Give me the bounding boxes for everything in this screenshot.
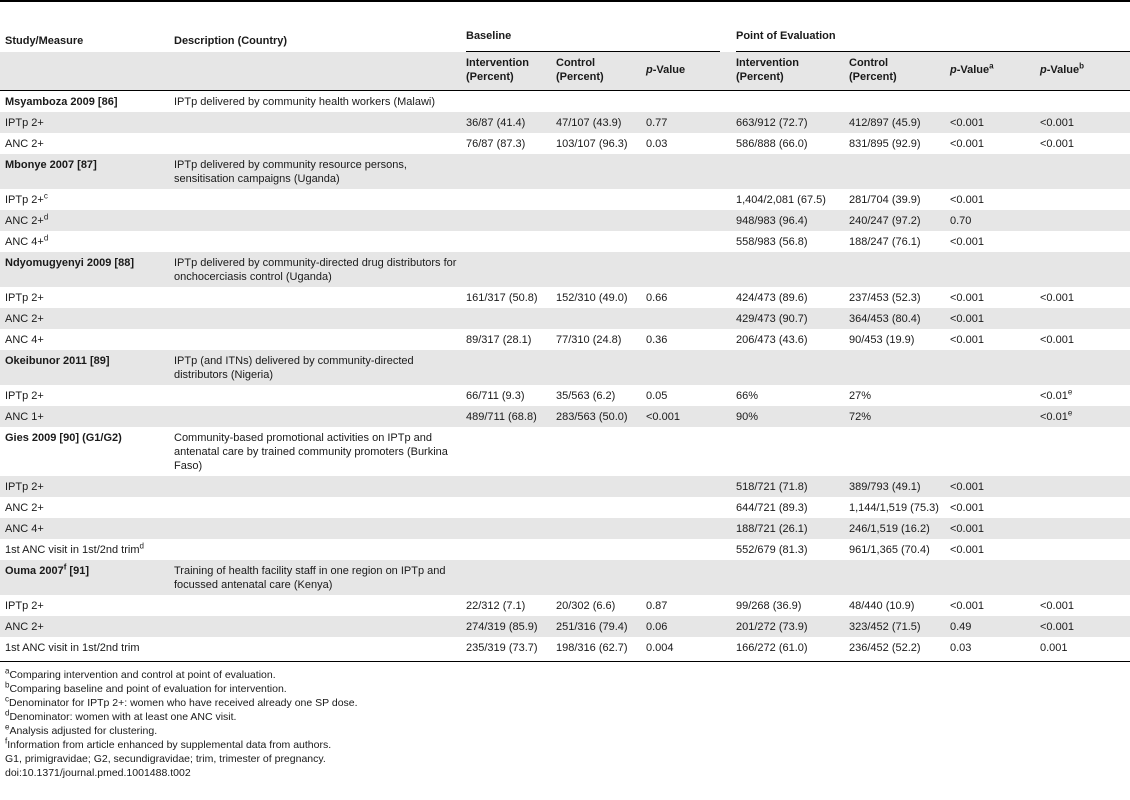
study-description: Training of health facility staff in one region on IPTp and focussed antenatal care (Kenya) <box>174 565 446 591</box>
eval-intervention-cell: 1,404/2,081 (67.5) <box>736 194 826 206</box>
measure-label <box>5 522 44 536</box>
eval-pvalue-a-cell: <0.001 <box>950 502 984 514</box>
eval-pvalue-a-cell: <0.001 <box>950 292 984 304</box>
footnote-marker: e <box>1067 387 1073 397</box>
eval-control-cell: 72% <box>849 411 872 423</box>
measure-label <box>5 501 44 515</box>
eval-pvalue-a-cell: <0.001 <box>950 138 984 150</box>
study-name <box>5 431 122 445</box>
study-name-text: Msyamboza 2009 [ <box>5 96 102 108</box>
footnote-text: Analysis adjusted for clustering. <box>9 725 158 737</box>
baseline-intervention-cell: 489/711 (68.8) <box>466 411 537 423</box>
reference-number: 91 <box>73 565 86 577</box>
footnote-marker: f <box>5 736 8 746</box>
measure-text: IPTp 2+ <box>5 194 44 206</box>
study-description: IPTp delivered by community health workers (Malawi) <box>174 96 436 108</box>
eval-control-cell: 961/1,365 (70.4) <box>849 544 930 556</box>
baseline-control-cell: 103/107 (96.3) <box>556 138 628 150</box>
eval-intervention-cell: 948/983 (96.4) <box>736 215 808 227</box>
study-name-suffix: ] <box>130 257 135 269</box>
measure-text: ANC 2+ <box>5 502 44 514</box>
table-row <box>0 231 1130 252</box>
eval-intervention-cell: 644/721 (89.3) <box>736 502 808 514</box>
header-baseline-control: Control (Percent) <box>556 57 604 83</box>
measure-text: IPTp 2+ <box>5 390 44 402</box>
measure-label <box>5 641 140 655</box>
footnote-marker: d <box>139 541 144 551</box>
table-row <box>0 308 1130 329</box>
table-row <box>0 287 1130 308</box>
pvalue-text: <0.01 <box>1040 411 1068 423</box>
footnote-text: doi:10.1371/journal.pmed.1001488.t002 <box>5 767 191 779</box>
study-name <box>5 564 89 578</box>
eval-pvalue-a-cell: <0.001 <box>950 481 984 493</box>
pvalue-text: <0.001 <box>1040 621 1074 633</box>
measure-label <box>5 333 44 347</box>
eval-control-cell: 323/452 (71.5) <box>849 621 921 633</box>
reference-number: 89 <box>93 355 106 367</box>
footnote-text: G1, primigravidae; G2, secundigravidae; trim, trimester of pregnancy. <box>5 753 326 765</box>
eval-pvalue-b-cell <box>1040 291 1074 305</box>
header-eval-pvalue-b: p-Value$^b$ <box>1040 61 1085 76</box>
measure-text: ANC 2+ <box>5 138 44 150</box>
table-row <box>0 385 1130 406</box>
eval-pvalue-a-cell: 0.70 <box>950 215 972 227</box>
footnote-line <box>5 752 358 766</box>
table-bottom-rule <box>0 661 1130 662</box>
table-row <box>0 189 1130 210</box>
eval-pvalue-b-cell <box>1040 599 1074 613</box>
eval-pvalue-b-cell <box>1040 389 1072 403</box>
eval-control-cell: 364/453 (80.4) <box>849 313 921 325</box>
eval-pvalue-b-cell <box>1040 137 1074 151</box>
eval-pvalue-a-cell: <0.001 <box>950 334 984 346</box>
eval-pvalue-a-cell: <0.001 <box>950 544 984 556</box>
baseline-pvalue-cell: 0.06 <box>646 621 668 633</box>
study-name-suffix: ] <box>113 96 118 108</box>
pvalue-text: <0.001 <box>1040 292 1074 304</box>
measure-text: 1st ANC visit in 1st/2nd trim <box>5 544 140 556</box>
footnote-line <box>5 766 358 780</box>
eval-control-cell: 1,144/1,519 (75.3) <box>849 502 939 514</box>
study-row <box>0 560 1130 595</box>
study-name-text: Gies 2009 [ <box>5 432 64 444</box>
study-name <box>5 256 134 270</box>
footnotes <box>5 668 358 780</box>
eval-pvalue-b-cell <box>1040 641 1068 655</box>
study-name-text: Okeibunor 2011 [ <box>5 355 94 367</box>
baseline-pvalue-cell: 0.66 <box>646 292 668 304</box>
eval-control-cell: 240/247 (97.2) <box>849 215 921 227</box>
study-description: IPTp delivered by community resource persons, sensitisation campaigns (Uganda) <box>174 159 407 185</box>
eval-pvalue-a-cell: <0.001 <box>950 313 984 325</box>
measure-text: ANC 2+ <box>5 313 44 325</box>
reference-number: 86 <box>101 96 114 108</box>
study-description: Community-based promotional activities on IPTp and antenatal care by trained community promoters (Burkina Faso) <box>174 432 448 472</box>
measure-label <box>5 543 144 557</box>
table-row <box>0 133 1130 154</box>
eval-intervention-cell: 552/679 (81.3) <box>736 544 808 556</box>
table-row <box>0 637 1130 658</box>
measure-label <box>5 599 44 613</box>
table-row <box>0 616 1130 637</box>
baseline-intervention-cell: 66/711 (9.3) <box>466 390 525 402</box>
eval-pvalue-b-cell <box>1040 333 1074 347</box>
measure-label <box>5 480 44 494</box>
footnote-text: Information from article enhanced by supplemental data from authors. <box>7 739 332 751</box>
baseline-intervention-cell: 36/87 (41.4) <box>466 117 526 129</box>
study-name <box>5 95 118 109</box>
table-row <box>0 518 1130 539</box>
pvalue-text: <0.01 <box>1040 390 1068 402</box>
pvalue-text: <0.001 <box>1040 117 1074 129</box>
table-top-rule <box>0 0 1130 2</box>
measure-text: ANC 4+ <box>5 236 44 248</box>
baseline-pvalue-cell: 0.77 <box>646 117 668 129</box>
measure-label <box>5 116 44 130</box>
baseline-intervention-cell: 89/317 (28.1) <box>466 334 532 346</box>
measure-text: 1st ANC visit in 1st/2nd trim <box>5 642 140 654</box>
footnote-marker: c <box>5 694 9 704</box>
eval-intervention-cell: 66% <box>736 390 759 402</box>
footnote-marker: d <box>5 708 10 718</box>
header-eval-pvalue-a: p-Value$^a$ <box>950 61 994 76</box>
eval-control-cell: 831/895 (92.9) <box>849 138 921 150</box>
measure-label <box>5 291 44 305</box>
eval-control-cell: 188/247 (76.1) <box>849 236 921 248</box>
header-row-2 <box>0 52 1130 90</box>
eval-intervention-cell: 206/473 (43.6) <box>736 334 808 346</box>
footnote-text: Comparing baseline and point of evaluation for intervention. <box>9 683 287 695</box>
measure-label <box>5 214 48 228</box>
measure-text: ANC 4+ <box>5 523 44 535</box>
header-eval-control: Control (Percent) <box>849 57 897 83</box>
pvalue-text: 0.001 <box>1040 642 1068 654</box>
header-baseline-intervention: Intervention (Percent) <box>466 57 529 83</box>
study-name <box>5 354 110 368</box>
eval-control-cell: 412/897 (45.9) <box>849 117 921 129</box>
eval-intervention-cell: 558/983 (56.8) <box>736 236 808 248</box>
study-name <box>5 158 97 172</box>
eval-pvalue-b-cell <box>1040 116 1074 130</box>
measure-label <box>5 620 44 634</box>
baseline-control-cell: 198/316 (62.7) <box>556 642 628 654</box>
eval-intervention-cell: 429/473 (90.7) <box>736 313 808 325</box>
pvalue-text: <0.001 <box>1040 138 1074 150</box>
footnote-marker: d <box>43 212 49 222</box>
measure-text: IPTp 2+ <box>5 600 44 612</box>
measure-text: ANC 1+ <box>5 411 44 423</box>
baseline-pvalue-cell: <0.001 <box>646 411 680 423</box>
eval-pvalue-a-cell: 0.03 <box>950 642 972 654</box>
eval-control-cell: 27% <box>849 390 872 402</box>
eval-intervention-cell: 99/268 (36.9) <box>736 600 802 612</box>
eval-intervention-cell: 188/721 (26.1) <box>736 523 808 535</box>
baseline-intervention-cell: 76/87 (87.3) <box>466 138 526 150</box>
footnote-marker: e <box>1067 408 1073 418</box>
eval-intervention-cell: 518/721 (71.8) <box>736 481 808 493</box>
baseline-pvalue-cell: 0.004 <box>646 642 674 654</box>
reference-number: 88 <box>118 257 131 269</box>
footnote-marker: e <box>5 722 10 732</box>
table-row <box>0 539 1130 560</box>
study-name-text: Ndyomugyenyi 2009 [ <box>5 257 119 269</box>
footnote-marker: c <box>43 191 48 201</box>
eval-intervention-cell: 424/473 (89.6) <box>736 292 808 304</box>
study-row <box>0 91 1130 112</box>
footnote-line <box>5 710 358 724</box>
baseline-intervention-cell: 274/319 (85.9) <box>466 621 538 633</box>
study-row <box>0 350 1130 385</box>
study-name-suffix: ] <box>93 159 97 171</box>
baseline-control-cell: 20/302 (6.6) <box>556 600 616 612</box>
footnote-marker: b <box>5 680 10 690</box>
eval-intervention-cell: 90% <box>736 411 759 423</box>
study-name-text: Mbonye 2007 [ <box>5 159 81 171</box>
footnote-marker: f <box>63 562 67 572</box>
measure-label <box>5 312 44 326</box>
measure-text: IPTp 2+ <box>5 481 44 493</box>
measure-text: IPTp 2+ <box>5 117 44 129</box>
baseline-control-cell: 251/316 (79.4) <box>556 621 628 633</box>
baseline-pvalue-cell: 0.87 <box>646 600 668 612</box>
measure-label <box>5 235 48 249</box>
eval-pvalue-a-cell: <0.001 <box>950 236 984 248</box>
study-name-suffix: ] (G1/G2) <box>75 432 122 444</box>
footnote-text: Comparing intervention and control at point of evaluation. <box>9 669 276 681</box>
eval-pvalue-a-cell: <0.001 <box>950 600 984 612</box>
measure-text: IPTp 2+ <box>5 292 44 304</box>
header-eval-intervention: Intervention (Percent) <box>736 57 799 83</box>
eval-control-cell: 246/1,519 (16.2) <box>849 523 930 535</box>
eval-control-cell: 237/453 (52.3) <box>849 292 921 304</box>
baseline-intervention-cell: 22/312 (7.1) <box>466 600 526 612</box>
baseline-control-cell: 77/310 (24.8) <box>556 334 622 346</box>
study-description: IPTp (and ITNs) delivered by community-directed distributors (Nigeria) <box>174 355 414 381</box>
reference-number: 90 <box>63 432 76 444</box>
table-row <box>0 476 1130 497</box>
reference-number: 87 <box>80 159 94 171</box>
eval-control-cell: 281/704 (39.9) <box>849 194 921 206</box>
eval-pvalue-a-cell: <0.001 <box>950 523 984 535</box>
footnote-text: Denominator: women with at least one ANC visit. <box>9 711 237 723</box>
measure-text: ANC 4+ <box>5 334 44 346</box>
baseline-intervention-cell: 161/317 (50.8) <box>466 292 538 304</box>
eval-control-cell: 389/793 (49.1) <box>849 481 921 493</box>
eval-intervention-cell: 663/912 (72.7) <box>736 117 808 129</box>
baseline-pvalue-cell: 0.05 <box>646 390 668 402</box>
bracket: [ <box>66 565 74 577</box>
measure-label <box>5 389 44 403</box>
eval-control-cell: 236/452 (52.2) <box>849 642 921 654</box>
baseline-control-cell: 152/310 (49.0) <box>556 292 628 304</box>
header-point-of-evaluation: Point of Evaluation <box>736 30 836 42</box>
pvalue-text: <0.001 <box>1040 334 1074 346</box>
table-row <box>0 210 1130 231</box>
footnote-marker: d <box>43 233 49 243</box>
header-description: Description (Country) <box>174 35 288 47</box>
measure-text: ANC 2+ <box>5 621 44 633</box>
header-baseline-pvalue: p-Value <box>646 64 686 76</box>
eval-intervention-cell: 166/272 (61.0) <box>736 642 808 654</box>
footnote-line <box>5 738 358 752</box>
header-baseline: Baseline <box>466 30 512 42</box>
table-row <box>0 329 1130 350</box>
study-row <box>0 154 1130 189</box>
header-row-1 <box>0 27 1130 51</box>
eval-control-cell: 90/453 (19.9) <box>849 334 915 346</box>
eval-pvalue-b-cell <box>1040 410 1072 424</box>
header-study: Study/Measure <box>5 35 84 47</box>
eval-intervention-cell: 201/272 (73.9) <box>736 621 808 633</box>
measure-label <box>5 137 44 151</box>
study-row <box>0 252 1130 287</box>
measure-label <box>5 410 44 424</box>
table-row <box>0 406 1130 427</box>
pvalue-text: <0.001 <box>1040 600 1074 612</box>
eval-pvalue-a-cell: 0.49 <box>950 621 972 633</box>
footnote-line <box>5 682 358 696</box>
table-row <box>0 112 1130 133</box>
baseline-pvalue-cell: 0.36 <box>646 334 668 346</box>
eval-intervention-cell: 586/888 (66.0) <box>736 138 808 150</box>
eval-control-cell: 48/440 (10.9) <box>849 600 915 612</box>
baseline-control-cell: 47/107 (43.9) <box>556 117 622 129</box>
study-row <box>0 427 1130 476</box>
footnote-line <box>5 724 358 738</box>
baseline-control-cell: 283/563 (50.0) <box>556 411 628 423</box>
footnote-text: Denominator for IPTp 2+: women who have received already one SP dose. <box>9 697 358 709</box>
measure-label <box>5 193 48 207</box>
footnote-marker: a <box>5 666 10 676</box>
baseline-intervention-cell: 235/319 (73.7) <box>466 642 538 654</box>
footnote-line <box>5 696 358 710</box>
baseline-pvalue-cell: 0.03 <box>646 138 668 150</box>
table-row <box>0 595 1130 616</box>
eval-pvalue-a-cell: <0.001 <box>950 117 984 129</box>
study-name-text: Ouma 2007 <box>5 565 64 577</box>
footnote-line <box>5 668 358 682</box>
baseline-control-cell: 35/563 (6.2) <box>556 390 616 402</box>
study-description: IPTp delivered by community-directed drug distributors for onchocerciasis control (Uganda) <box>174 257 457 283</box>
measure-text: ANC 2+ <box>5 215 44 227</box>
eval-pvalue-a-cell: <0.001 <box>950 194 984 206</box>
eval-pvalue-b-cell <box>1040 620 1074 634</box>
study-name-suffix: ] <box>105 355 110 367</box>
study-name-suffix: ] <box>85 565 90 577</box>
table-row <box>0 497 1130 518</box>
